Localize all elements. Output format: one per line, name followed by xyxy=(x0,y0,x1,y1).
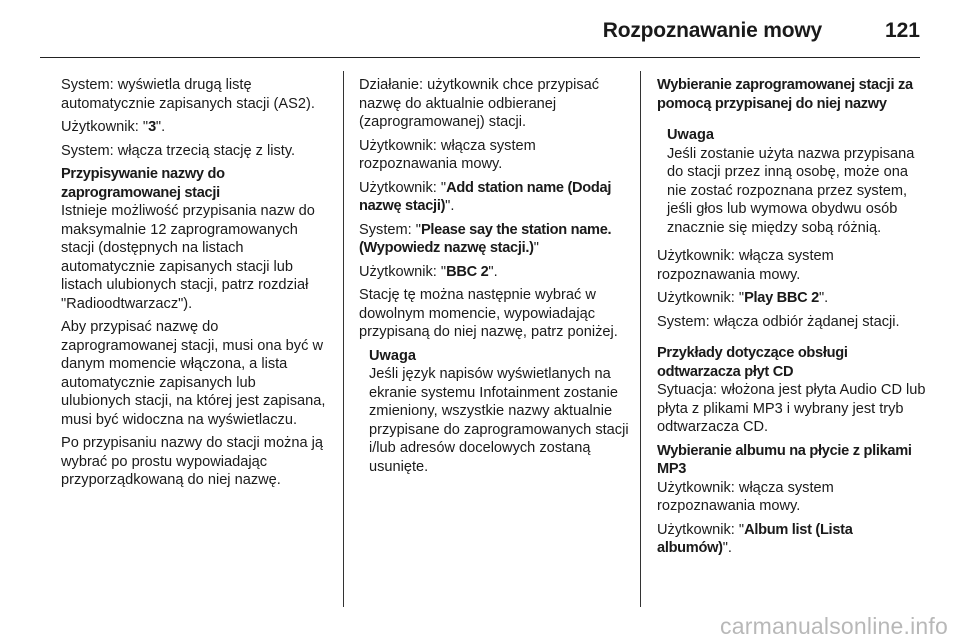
header-rule xyxy=(40,57,920,58)
text: System: " xyxy=(359,221,421,238)
text: Użytkownik: " xyxy=(657,290,745,306)
paragraph xyxy=(359,221,629,258)
command-text: 3 xyxy=(148,119,156,135)
note-box xyxy=(369,347,629,477)
text: ". xyxy=(722,540,732,556)
text: " xyxy=(533,240,539,256)
text: ". xyxy=(818,290,829,306)
command-text: Play BBC 2 xyxy=(744,290,819,306)
paragraph: System: włącza trzecią stację z listy. xyxy=(61,142,296,159)
paragraph: Sytuacja: włożona jest płyta Audio CD lub płyta z plikami MP3 i wybrany jest tryb odtwarzacza CD. xyxy=(657,382,926,435)
section-heading: Przykłady dotyczące obsługi odtwarzacza płyt CD xyxy=(657,345,848,380)
text: Użytkownik: " xyxy=(359,179,447,196)
note-title: Uwaga xyxy=(667,127,715,143)
paragraph: System: włącza odbiór żądanej stacji. xyxy=(657,313,900,330)
section-heading: Przypisywanie nazwy do zaprogramowanej stacji xyxy=(61,166,225,201)
command-text: Please say the station name. (Wypowiedz nazwę stacji.) xyxy=(359,221,612,256)
paragraph xyxy=(359,179,629,216)
paragraph: Użytkownik: włącza system rozpoznawania mowy. xyxy=(657,248,834,283)
paragraph: Po przypisaniu nazwy do stacji można ją wybrać po prostu wypowiadając przyporządkowaną do niej nazwę. xyxy=(61,435,324,488)
section-heading: Wybieranie albumu na płycie z plikami MP3 xyxy=(657,442,912,477)
column-divider-left xyxy=(343,71,344,607)
column-3 xyxy=(657,76,927,563)
paragraph: Stację tę można następnie wybrać w dowolnym momencie, wypowiadając przypisaną do niej nazwę, patrz poniżej. xyxy=(359,287,618,340)
paragraph: System: wyświetla drugą listę automatycznie zapisanych stacji (AS2). xyxy=(61,77,315,112)
paragraph xyxy=(359,263,629,282)
note-title: Uwaga xyxy=(369,347,417,364)
column-1 xyxy=(61,76,327,495)
command-text: Add station name (Dodaj nazwę stacji) xyxy=(359,179,612,214)
paragraph xyxy=(657,521,927,558)
text: ". xyxy=(155,119,166,135)
page-title: Rozpoznawanie mowy xyxy=(602,19,822,42)
column-divider-right xyxy=(640,71,641,607)
paragraph: Działanie: użytkownik chce przypisać nazwę do aktualnie odbieranej (zaprogramowanej) stacji. xyxy=(359,77,600,130)
command-text: BBC 2 xyxy=(446,263,489,280)
paragraph: Użytkownik: włącza system rozpoznawania mowy. xyxy=(359,137,536,172)
page-number: 121 xyxy=(884,19,920,42)
paragraph: Istnieje możliwość przypisania nazw do maksymalnie 12 zaprogramowanych stacji (dostępnych na listach automatycznie zapisanych stacji lub listach ulubionych stacji, patrz rozdział "Radioodtwarzacz"). xyxy=(61,203,315,312)
paragraph xyxy=(61,118,327,137)
column-2 xyxy=(359,76,629,486)
paragraph: Aby przypisać nazwę do zaprogramowanej stacji, musi ona być w danym momencie włączona, a lista automatycznie zapisanych lub ulubionych stacji, na której jest zapisana, musi być widoczna na wyświetlaczu. xyxy=(61,319,326,428)
text: ". xyxy=(488,263,498,280)
watermark: carmanualsonline.info xyxy=(720,613,948,639)
paragraph: Użytkownik: włącza system rozpoznawania mowy. xyxy=(657,479,834,514)
text: Użytkownik: " xyxy=(657,521,745,538)
note-box xyxy=(667,126,927,237)
text: Użytkownik: " xyxy=(61,119,149,135)
command-text: Album list (Lista albumów) xyxy=(657,521,853,556)
section-heading: Wybieranie zaprogramowanej stacji za pomocą przypisanej do niej nazwy xyxy=(657,77,913,112)
note-body: Jeśli język napisów wyświetlanych na ekranie systemu Infotainment zostanie zmieniony, wszystkie nazwy aktualnie przypisane do zaprogramowanych stacji i/lub adresów docelowych zostaną usunięte. xyxy=(369,366,629,475)
note-body: Jeśli zostanie użyta nazwa przypisana do stacji przez inną osobę, może ona nie zostać rozpoznana przez system, jeśli głos lub wymowa obydwu osób znacznie się między sobą różnią. xyxy=(667,145,915,236)
text: ". xyxy=(445,198,455,214)
paragraph xyxy=(657,289,927,308)
text: Użytkownik: " xyxy=(359,263,447,280)
